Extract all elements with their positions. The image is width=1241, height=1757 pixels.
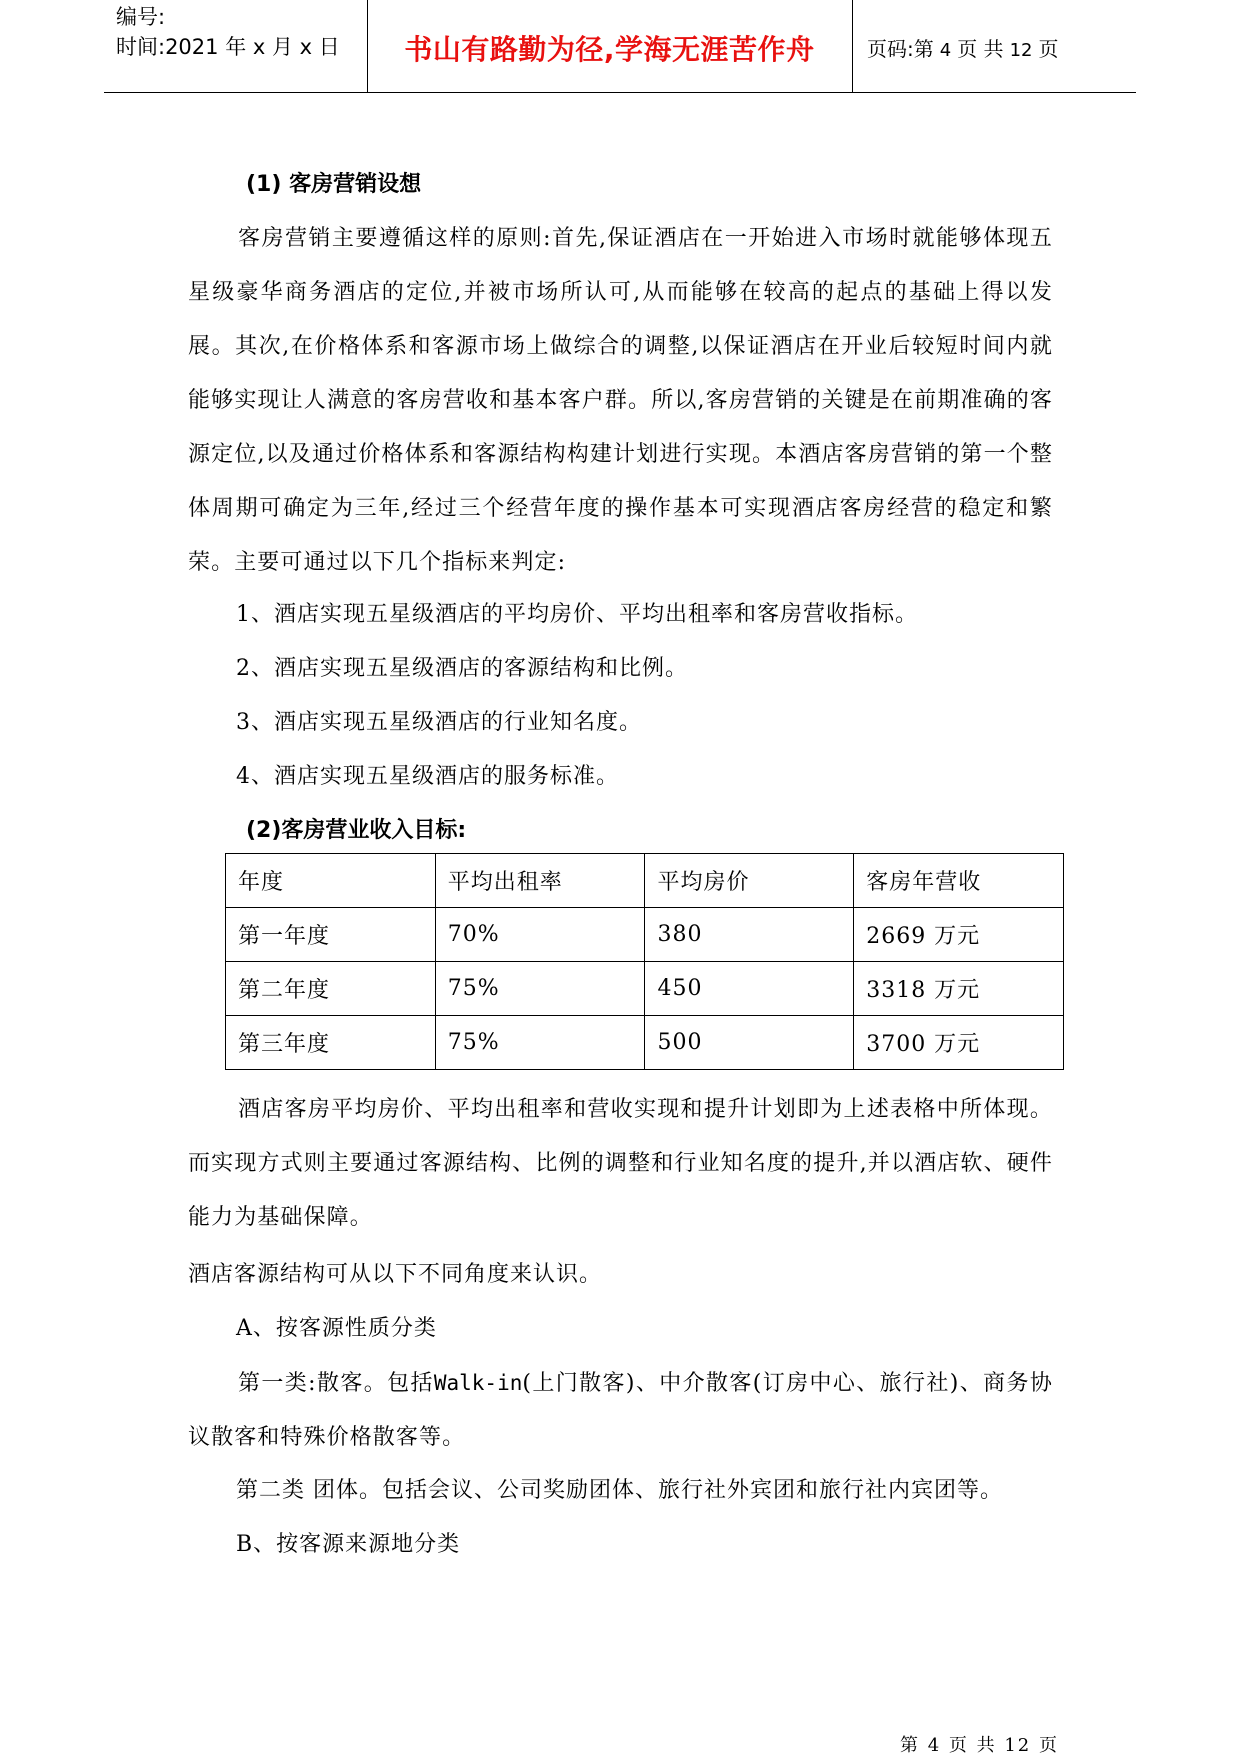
section-heading-2: (2)客房营业收入目标: — [246, 818, 467, 843]
table-cell: 第一年度 — [226, 908, 436, 962]
table-cell: 3318 万元 — [854, 962, 1064, 1016]
table-cell: 第二年度 — [226, 962, 436, 1016]
type1-prefix: 第一类:散客。包括 — [238, 1371, 434, 1396]
page-prefix: 页码:第 — [867, 37, 934, 61]
table-cell: 450 — [645, 962, 854, 1016]
page-header — [104, 0, 1136, 93]
classification-heading: B、按客源来源地分类 — [236, 1532, 461, 1557]
table-header-cell: 平均出租率 — [435, 854, 645, 908]
table-header-cell: 年度 — [226, 854, 436, 908]
table-row — [226, 908, 1064, 962]
page-total: 12 — [1009, 40, 1033, 61]
list-item: 4、酒店实现五星级酒店的服务标准。 — [236, 764, 619, 789]
header-rule — [104, 92, 1136, 93]
page-mid: 页 共 — [957, 37, 1004, 61]
table-header-cell: 平均房价 — [645, 854, 854, 908]
table-row — [226, 1016, 1064, 1070]
list-item: 3、酒店实现五星级酒店的行业知名度。 — [236, 710, 642, 735]
revenue-target-table — [225, 853, 1064, 1070]
paragraph-principles: 客房营销主要遵循这样的原则:首先,保证酒店在一开始进入市场时就能够体现五星级豪华商务酒店的定位,并被市场所认可,从而能够在较高的起点的基础上得以发展。其次,在价格体系和客源市场上做综合的调整,以保证酒店在开业后较短时间内就能够实现让人满意的客房营收和基本客户群。所以,客房营销的关键是在前期准确的客源定位,以及通过价格体系和客源结构构建计划进行实现。本酒店客房营销的第一个整体周期可确定为三年,经过三个经营年度的操作基本可实现酒店客房经营的稳定和繁荣。主要可通过以下几个指标来判定: — [188, 226, 1053, 575]
header-page-number — [867, 33, 1058, 62]
paragraph-structure-intro: 酒店客源结构可从以下不同角度来认识。 — [188, 1262, 603, 1287]
list-item: 2、酒店实现五星级酒店的客源结构和比例。 — [236, 656, 688, 681]
header-divider — [852, 0, 853, 92]
time-label: 时间:2021 年 x 月 x 日 — [116, 35, 340, 59]
table-cell: 380 — [645, 908, 854, 962]
table-cell: 3700 万元 — [854, 1016, 1064, 1070]
table-cell: 75% — [435, 1016, 645, 1070]
header-motto: 书山有路勤为径,学海无涯苦作舟 — [404, 33, 815, 66]
page-suffix: 页 — [1038, 37, 1059, 61]
classification-heading: A、按客源性质分类 — [236, 1316, 437, 1341]
page-current: 4 — [939, 40, 952, 61]
page-footer: 第 4 页 共 12 页 — [900, 1735, 1059, 1756]
header-meta — [116, 2, 340, 62]
table-row — [226, 962, 1064, 1016]
paragraph-table-summary: 酒店客房平均房价、平均出租率和营收实现和提升计划即为上述表格中所体现。而实现方式则主要通过客源结构、比例的调整和行业知名度的提升,并以酒店软、硬件能力为基础保障。 — [188, 1097, 1053, 1230]
table-cell: 第三年度 — [226, 1016, 436, 1070]
section-heading-1: (1) 客房营销设想 — [246, 172, 422, 197]
table-cell: 500 — [645, 1016, 854, 1070]
table-cell: 75% — [435, 962, 645, 1016]
table-header-row — [226, 854, 1064, 908]
table-cell: 70% — [435, 908, 645, 962]
paragraph-type-1 — [188, 1356, 1053, 1465]
walk-in-term: Walk-in — [433, 1371, 523, 1395]
paragraph-type-2: 第二类 团体。包括会议、公司奖励团体、旅行社外宾团和旅行社内宾团等。 — [236, 1478, 1003, 1503]
code-label: 编号: — [116, 5, 166, 29]
table-header-cell: 客房年营收 — [854, 854, 1064, 908]
list-item: 1、酒店实现五星级酒店的平均房价、平均出租率和客房营收指标。 — [236, 602, 918, 627]
table-cell: 2669 万元 — [854, 908, 1064, 962]
type1-rest: (上门散客)、中介散客(订房中心、旅行社)、商务协议散客和特殊价格散客等。 — [188, 1371, 1053, 1450]
